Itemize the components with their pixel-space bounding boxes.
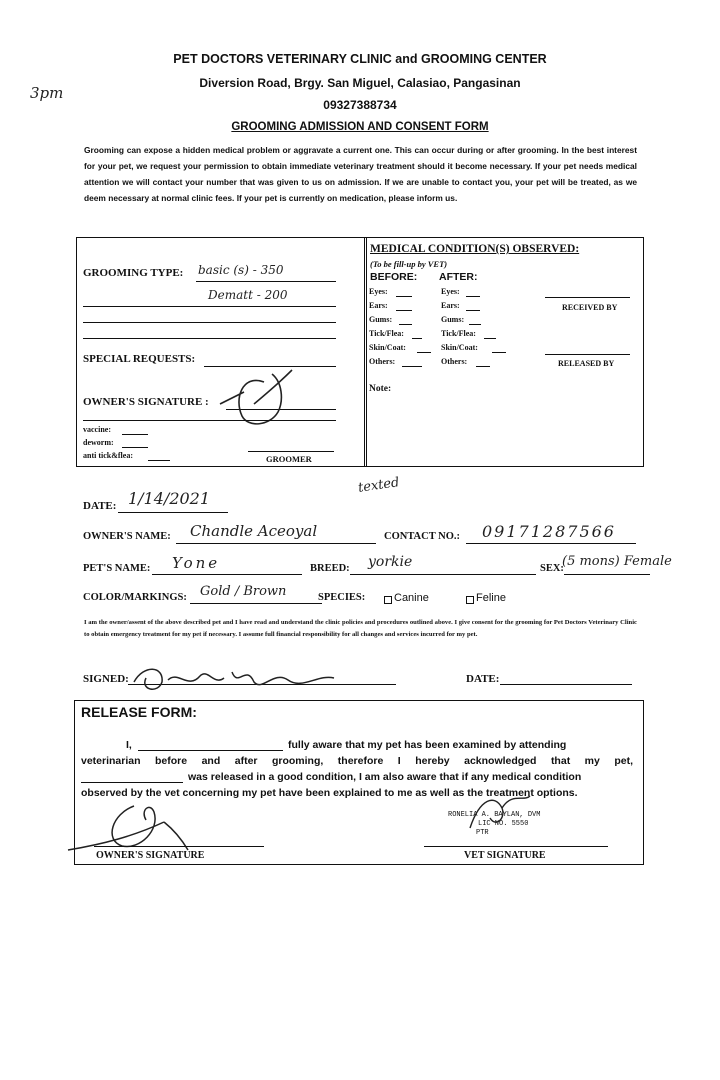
grooming-type-value-2[interactable]: Dematt - 200 <box>208 288 288 302</box>
groomer-label: GROOMER <box>266 454 312 464</box>
date-label: DATE: <box>83 500 117 512</box>
breed-value[interactable]: yorkie <box>368 554 413 570</box>
feline-checkbox[interactable] <box>466 596 474 604</box>
medical-title: MEDICAL CONDITION(S) OBSERVED: <box>370 243 580 255</box>
release-title: RELEASE FORM: <box>81 704 197 720</box>
medical-subtitle: (To be fill-up by VET) <box>370 259 448 269</box>
canine-checkbox[interactable] <box>384 596 392 604</box>
pet-name-label: PET'S NAME: <box>83 563 151 574</box>
after-eyes: Eyes: <box>441 287 460 296</box>
grooming-type-value-1[interactable]: basic (s) - 350 <box>198 263 284 277</box>
clinic-name: PET DOCTORS VETERINARY CLINIC and GROOMING CENTER <box>173 52 547 66</box>
feline-label: Feline <box>476 592 506 604</box>
clinic-address: Diversion Road, Brgy. San Miguel, Calasiao, Pangasinan <box>199 76 521 90</box>
release-text-2: veterinarian before and after grooming, therefore I hereby acknowledged that my pet, <box>81 755 633 767</box>
form-title: GROOMING ADMISSION AND CONSENT FORM <box>231 121 489 133</box>
intro-paragraph: Grooming can expose a hidden medical problem or aggravate a current one. This can occur during or after grooming. In the best interest for your pet, we request your permission to obtain immediate veterinary treatment should it become necessary. If your pet needs medical attention we will contact your number that was given to us on admission. If we are unable to contact you, your pet will be treated, as we deem necessary at normal clinic fees. If your pet is currently on medication, please inform us. <box>84 145 637 203</box>
contact-label: CONTACT NO.: <box>384 531 461 542</box>
after-others: Others: <box>441 357 468 366</box>
release-i: I, <box>126 739 132 751</box>
owner-signature-footer-label: OWNER'S SIGNATURE <box>96 850 205 861</box>
breed-label: BREED: <box>310 563 350 574</box>
owner-signed-scribble <box>128 660 358 696</box>
clinic-phone: 09327388734 <box>323 98 397 112</box>
owner-name-value[interactable]: Chandle Aceoyal <box>190 522 318 540</box>
received-by-label: RECEIVED BY <box>562 303 618 312</box>
vet-signature-label: VET SIGNATURE <box>464 850 546 861</box>
release-text-3: was released in a good condition, I am also aware that if any medical condition <box>188 771 582 783</box>
before-gums: Gums: <box>369 315 393 324</box>
after-tick: Tick/Flea: <box>441 329 476 338</box>
color-label: COLOR/MARKINGS: <box>83 592 187 603</box>
vet-stamp-name: RONELIA A. BAYLAN, DVM <box>448 811 541 819</box>
released-by-label: RELEASED BY <box>558 359 615 368</box>
vaccine-label: vaccine: <box>83 425 111 434</box>
owner-signature-scribble <box>214 364 310 432</box>
before-others: Others: <box>369 357 396 366</box>
signed-label: SIGNED: <box>83 673 129 685</box>
pet-name-value[interactable]: Yone <box>172 554 221 572</box>
vet-signature-scribble <box>440 788 560 838</box>
after-gums: Gums: <box>441 315 465 324</box>
owner-signature-label: OWNER'S SIGNATURE : <box>83 396 209 408</box>
release-text-1: fully aware that my pet has been examined by attending <box>288 739 567 751</box>
color-value[interactable]: Gold / Brown <box>200 584 287 599</box>
contact-value[interactable]: 09171287566 <box>482 522 616 541</box>
before-eyes: Eyes: <box>369 287 388 296</box>
special-requests-label: SPECIAL REQUESTS: <box>83 353 196 365</box>
after-label: AFTER: <box>439 271 478 283</box>
texted-note: texted <box>357 475 401 496</box>
vet-stamp-license: LIC NO. 5550 <box>478 820 529 828</box>
owner-name-label: OWNER'S NAME: <box>83 531 171 542</box>
consent-paragraph: I am the owner/assent of the above described pet and I have read and understand the clinic policies and procedures outlined above. I give consent for the grooming for Pet Doctors Veterinary Clinic to obtain emergency treatment for my pet if necessary. I assume full financial responsibility for all changes and services incurred for my pet. <box>84 619 637 638</box>
vet-stamp-ptr: PTR <box>476 829 489 837</box>
date-value[interactable]: 1/14/2021 <box>128 489 211 508</box>
before-skin: Skin/Coat: <box>369 343 406 352</box>
sex-label: SEX: <box>540 563 564 574</box>
before-label: BEFORE: <box>370 271 418 283</box>
deworm-label: deworm: <box>83 438 114 447</box>
anti-tick-label: anti tick&flea: <box>83 451 133 460</box>
date2-label: DATE: <box>466 673 500 685</box>
release-text-4: observed by the vet concerning my pet have been explained to me as well as the treatment options. <box>81 787 578 799</box>
species-label: SPECIES: <box>318 592 366 603</box>
after-skin: Skin/Coat: <box>441 343 478 352</box>
grooming-type-label: GROOMING TYPE: <box>83 267 184 279</box>
margin-note: 3pm <box>30 84 64 102</box>
canine-label: Canine <box>394 592 429 604</box>
before-tick: Tick/Flea: <box>369 329 404 338</box>
note-label: Note: <box>369 384 392 394</box>
after-ears: Ears: <box>441 301 460 310</box>
sex-value[interactable]: (5 mons) Female <box>562 554 672 569</box>
before-ears: Ears: <box>369 301 388 310</box>
